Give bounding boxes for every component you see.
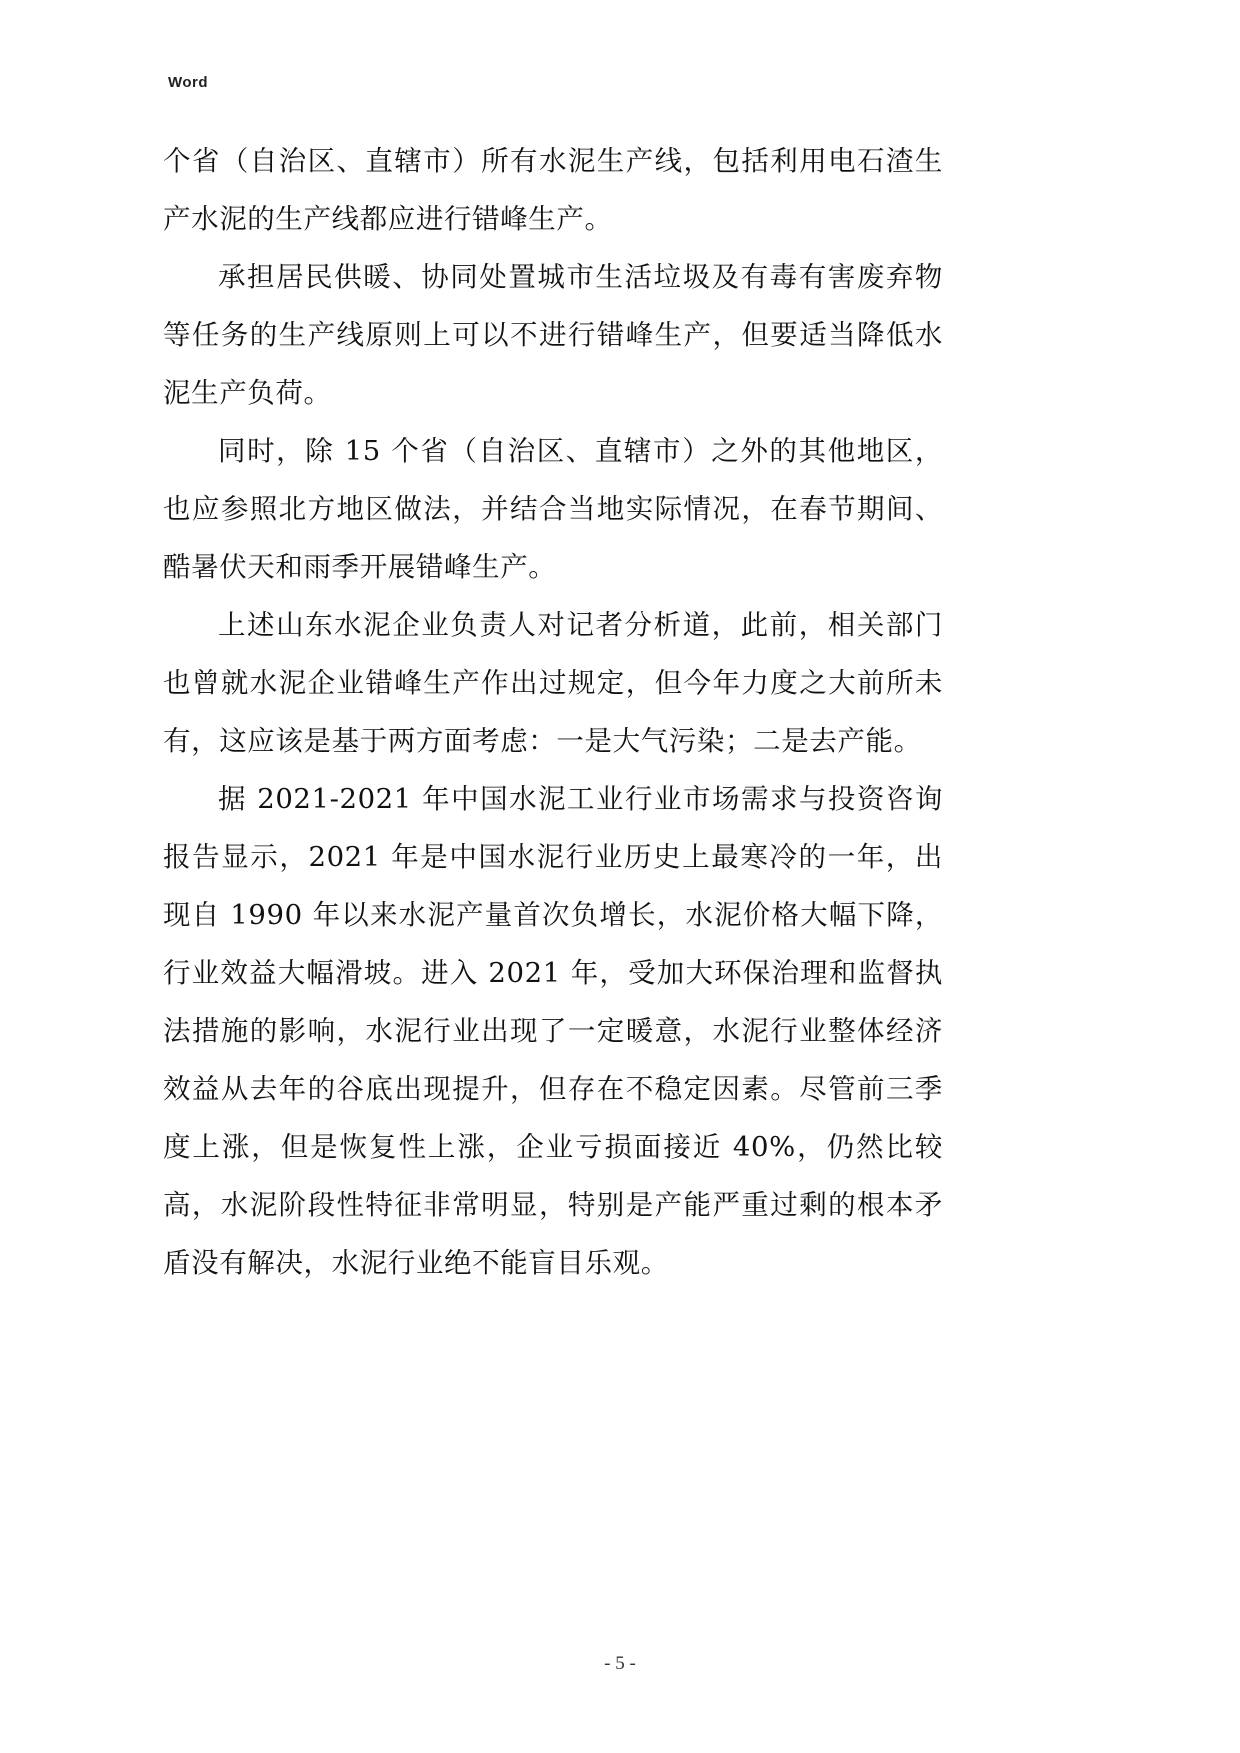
page-number: - 5 -	[604, 1653, 636, 1674]
paragraph-5: 据 2021-2021 年中国水泥工业行业市场需求与投资咨询报告显示，2021 年是中国水泥行业历史上最寒冷的一年，出现自 1990 年以来水泥产量首次负增长，水泥价格大幅下降，行业效益大幅滑坡。进入 2021 年，受加大环保治理和监督执法措施的影响，水泥行业出现了一定暖意，水泥行业整体经济效益从去年的谷底出现提升，但存在不稳定因素。尽管前三季度上涨，但是恢复性上涨，企业亏损面接近 40%，仍然比较高，水泥阶段性特征非常明显，特别是产能严重过剩的根本矛盾没有解决，水泥行业绝不能盲目乐观。	[163, 783, 943, 1279]
document-body	[163, 132, 943, 1292]
paragraph-1: 个省（自治区、直辖市）所有水泥生产线，包括利用电石渣生产水泥的生产线都应进行错峰生产。	[163, 145, 943, 235]
page-header-label: Word	[168, 74, 209, 91]
paragraph-3: 同时，除 15 个省（自治区、直辖市）之外的其他地区，也应参照北方地区做法，并结合当地实际情况，在春节期间、酷暑伏天和雨季开展错峰生产。	[163, 435, 943, 583]
paragraph-2: 承担居民供暖、协同处置城市生活垃圾及有毒有害废弃物等任务的生产线原则上可以不进行错峰生产，但要适当降低水泥生产负荷。	[163, 261, 943, 409]
paragraph-4: 上述山东水泥企业负责人对记者分析道，此前，相关部门也曾就水泥企业错峰生产作出过规定，但今年力度之大前所未有，这应该是基于两方面考虑：一是大气污染；二是去产能。	[163, 609, 943, 757]
